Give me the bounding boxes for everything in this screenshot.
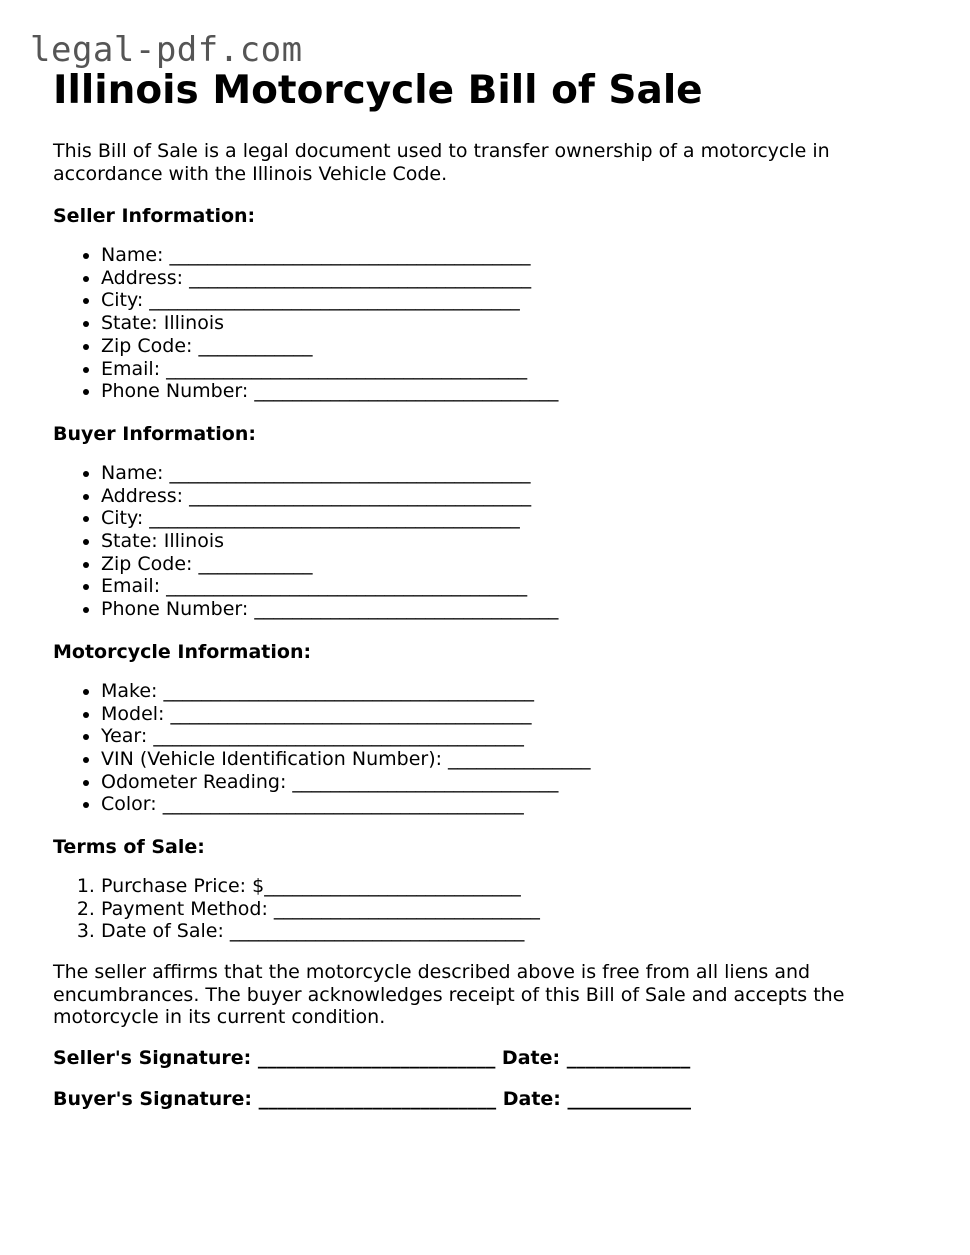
- buyer-state-field: • State: Illinois: [101, 530, 933, 553]
- seller-phone-field: • Phone Number: ________________________________: [101, 380, 933, 403]
- payment-method-field: 2. Payment Method: ____________________________: [101, 898, 933, 921]
- seller-section-heading: Seller Information:: [53, 205, 256, 227]
- seller-name-field: • Name: ______________________________________: [101, 244, 933, 267]
- closing-paragraph: The seller affirms that the motorcycle described above is free from all liens and encumbrances. The buyer acknowledges receipt of this Bill of Sale and accepts the motorcycle in its current condition.: [53, 961, 845, 1029]
- terms-section-heading: Terms of Sale:: [53, 836, 205, 859]
- motorcycle-make-field: • Make: _______________________________________: [101, 680, 933, 703]
- motorcycle-field-list: [53, 680, 933, 816]
- motorcycle-year-field: • Year: _______________________________________: [101, 725, 933, 748]
- buyer-name-field: • Name: ______________________________________: [101, 462, 933, 485]
- buyer-address-field: • Address: ____________________________________: [101, 485, 933, 508]
- seller-zip-field: • Zip Code: ____________: [101, 335, 933, 358]
- intro-paragraph: This Bill of Sale is a legal document used to transfer ownership of a motorcycle in accordance with the Illinois Vehicle Code.: [53, 140, 830, 185]
- purchase-price-field: 1. Purchase Price: $___________________________: [101, 875, 933, 898]
- seller-email-field: • Email: ______________________________________: [101, 358, 933, 381]
- seller-signature-line: Seller's Signature: _________________________ Date: _____________: [53, 1046, 691, 1069]
- motorcycle-color-field: • Color: ______________________________________: [101, 793, 933, 816]
- buyer-city-field: • City: _______________________________________: [101, 507, 933, 530]
- motorcycle-model-field: • Model: ______________________________________: [101, 703, 933, 726]
- document-title: Illinois Motorcycle Bill of Sale: [53, 68, 703, 113]
- motorcycle-section-heading: Motorcycle Information:: [53, 640, 312, 663]
- seller-city-field: • City: _______________________________________: [101, 289, 933, 312]
- buyer-zip-field: • Zip Code: ____________: [101, 553, 933, 576]
- terms-list: [53, 875, 933, 943]
- document-body: [53, 64, 933, 1111]
- buyer-signature-line: Buyer's Signature: _________________________ Date: _____________: [53, 1087, 692, 1110]
- buyer-email-field: • Email: ______________________________________: [101, 575, 933, 598]
- watermark-text: legal-pdf.com: [30, 30, 303, 70]
- buyer-section-heading: Buyer Information:: [53, 422, 256, 445]
- motorcycle-odometer-field: • Odometer Reading: ____________________________: [101, 771, 933, 794]
- buyer-field-list: [53, 462, 933, 621]
- buyer-phone-field: • Phone Number: ________________________________: [101, 598, 933, 621]
- seller-state-field: • State: Illinois: [101, 312, 933, 335]
- seller-address-field: • Address: ____________________________________: [101, 267, 933, 290]
- motorcycle-vin-field: • VIN (Vehicle Identification Number): _______________: [101, 748, 933, 771]
- date-of-sale-field: 3. Date of Sale: _______________________________: [101, 920, 933, 943]
- seller-field-list: [53, 244, 933, 403]
